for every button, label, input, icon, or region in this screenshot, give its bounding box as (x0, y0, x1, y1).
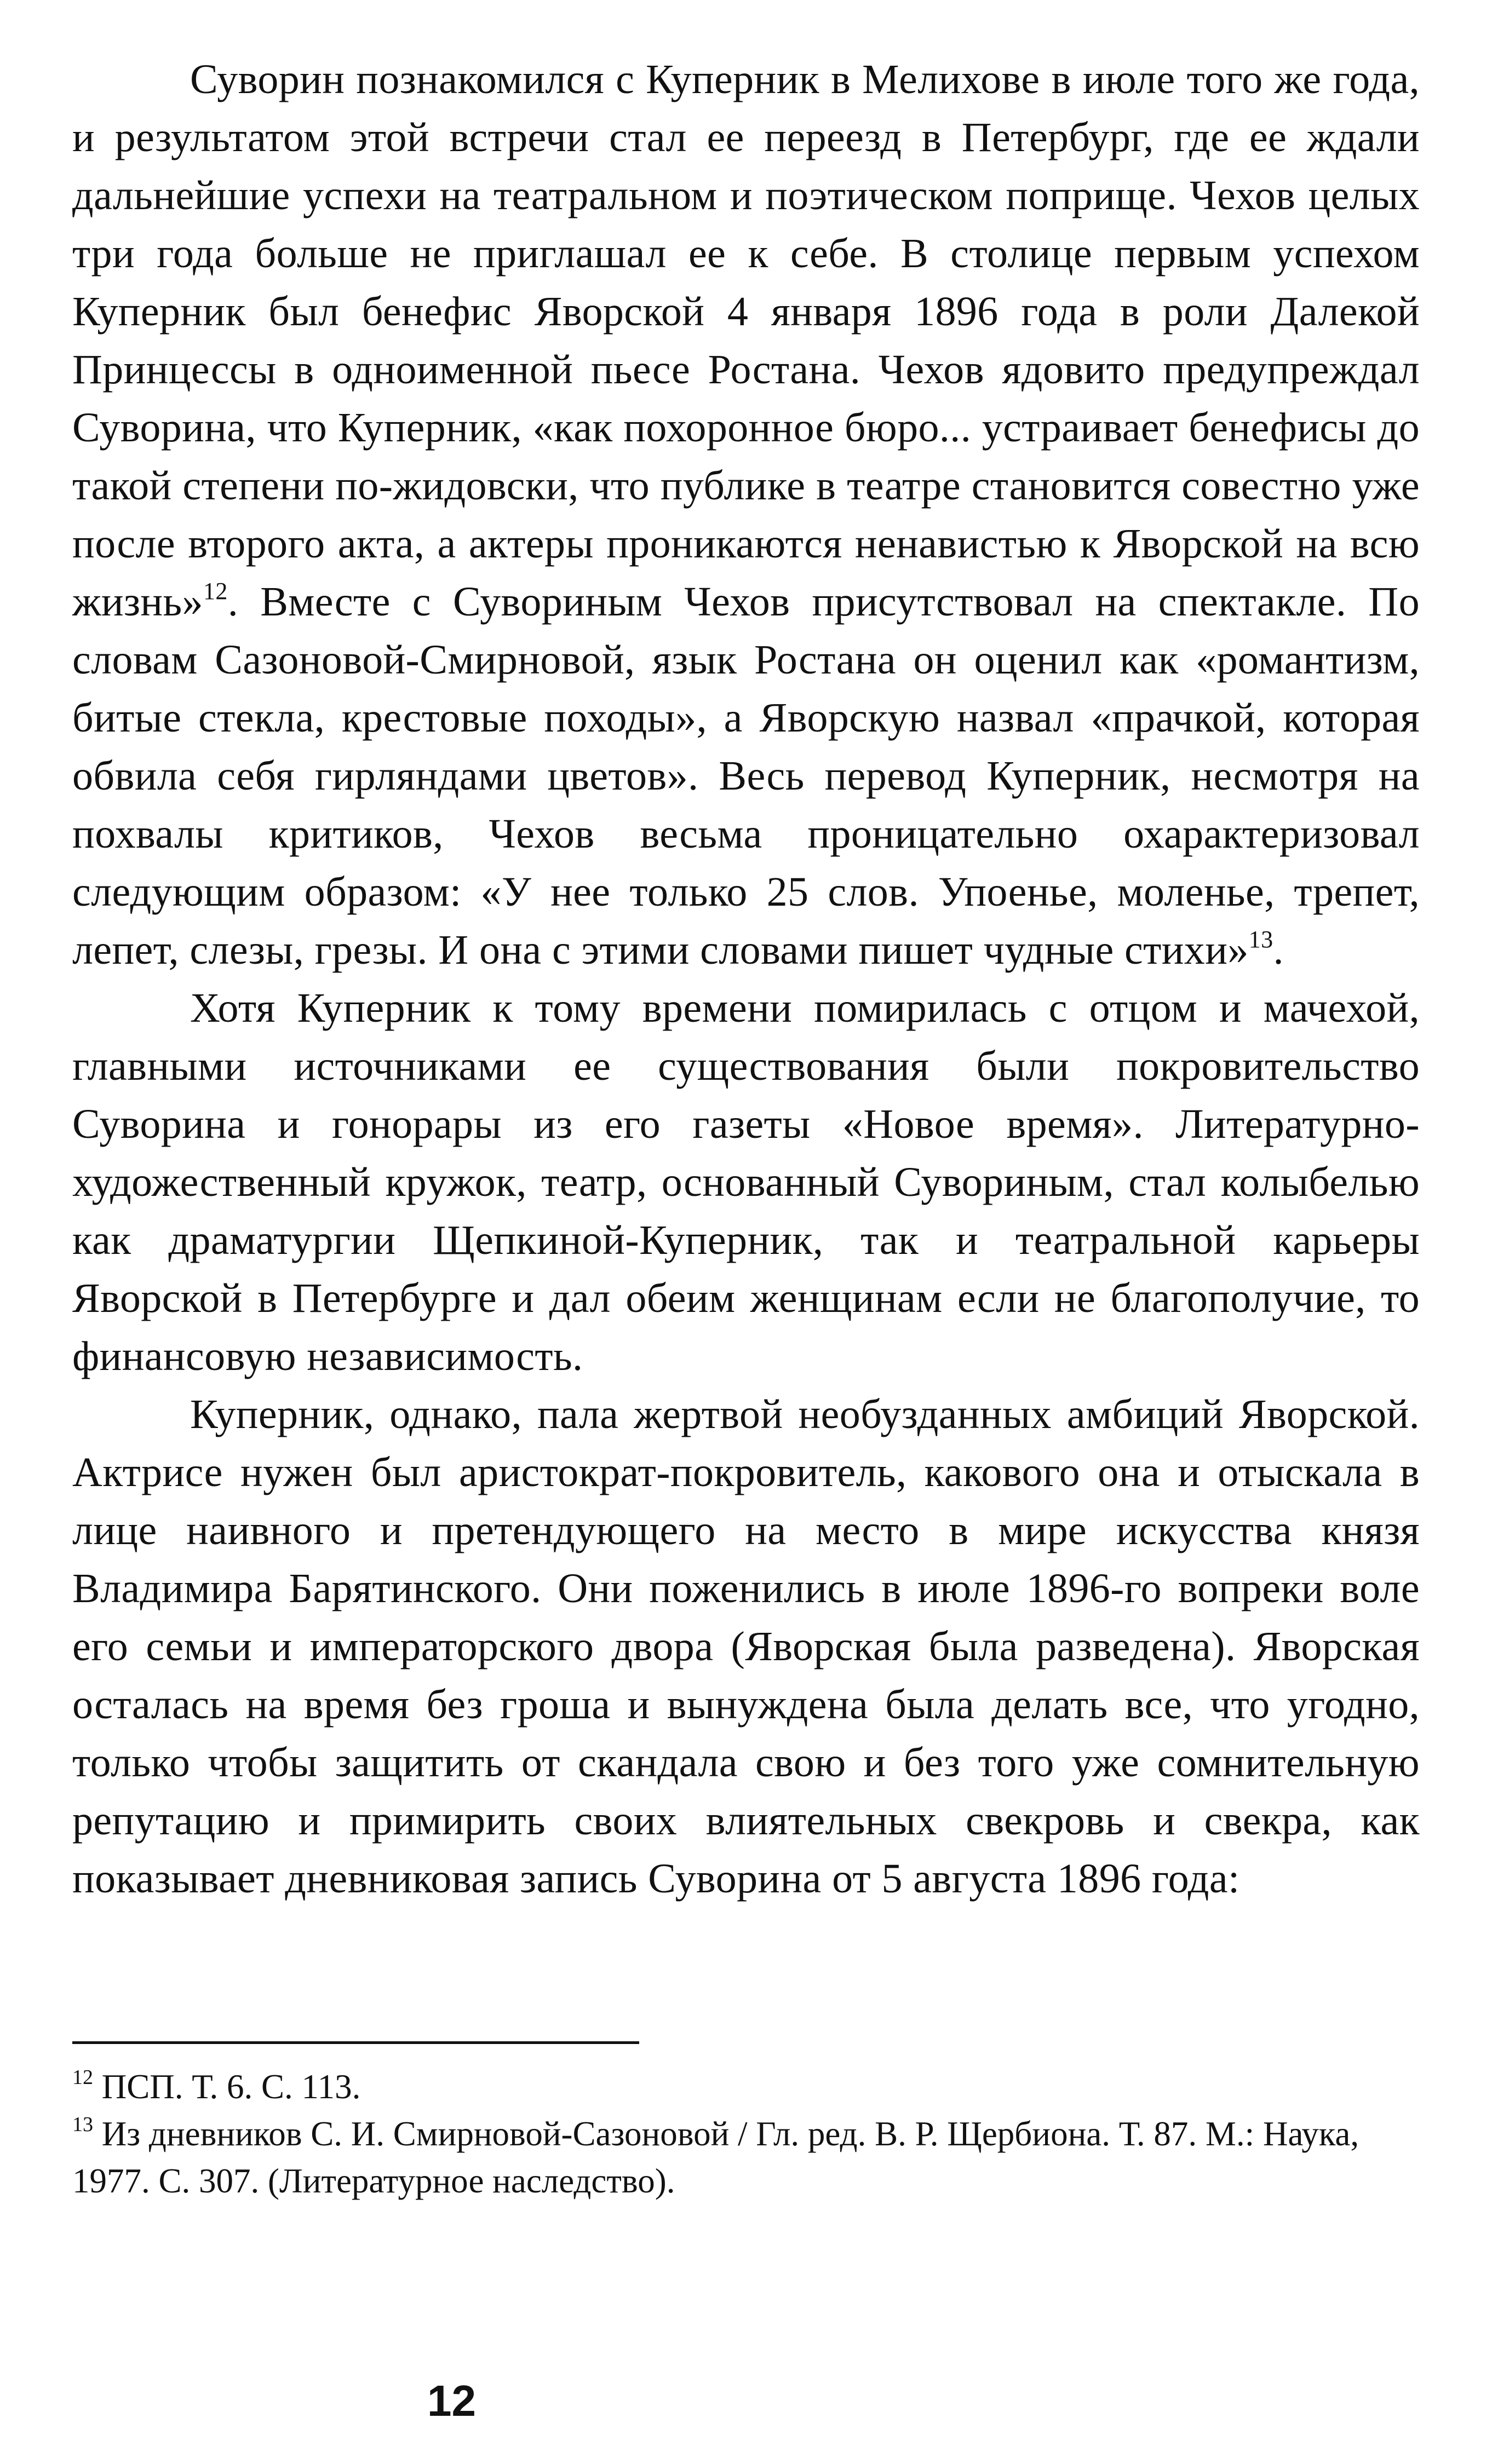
footnote-13 (72, 2110, 1420, 2204)
page-body (72, 50, 1420, 1908)
paragraph-1-part-2: . Вместе с Сувориным Чехов присутствовал на спектакле. По словам Сазоновой-Смирновой, язык Ростана он оценил как «романтизм, битые стекла, крестовые походы», а Яворскую назвал «прачкой, которая обвила себя гирляндами цветов». Весь перевод Куперник, несмотря на похвалы критиков, Чехов весьма проницательно охарактеризовал следующим образом: «У нее только 25 слов. Упоенье, моленье, трепет, лепет, слезы, грезы. И она с этими словами пишет чудные стихи» (72, 579, 1420, 973)
footnote-12 (72, 2063, 1420, 2110)
paragraph-1-part-1: Суворин познакомился с Куперник в Мелихове в июле того же года, и результатом этой встречи стал ее переезд в Петербург, где ее ждали дальнейшие успехи на театральном и поэтическом поприще. Чехов целых три года больше не приглашал ее к себе. В столице первым успехом Куперник был бенефис Яворской 4 января 1896 года в роли Далекой Принцессы в одноименной пьесе Ростана. Чехов ядовито предупреждал Суворина, что Куперник, «как похоронное бюро... устраивает бенефисы до такой степени по-жидовски, что публике в театре становится совестно уже после второго акта, а актеры проникаются ненавистью к Яворской на всю жизнь» (72, 56, 1420, 625)
footnotes (72, 2063, 1420, 2204)
footnote-mark-12: 12 (72, 2066, 93, 2089)
footnote-ref-13[interactable]: 13 (1248, 926, 1273, 953)
footnote-mark-13: 13 (72, 2113, 93, 2136)
footnote-ref-12[interactable]: 12 (203, 578, 228, 605)
paragraph-1 (72, 50, 1420, 979)
paragraph-2: Хотя Куперник к тому времени помирилась с отцом и мачехой, главными источниками ее существования были покровительство Суворина и гонорары из его газеты «Новое время». Литературно-художественный кружок, театр, основанный Сувориным, стал колыбелью как драматургии Щепкиной-Куперник, так и театральной карьеры Яворской в Петербурге и дал обеим женщинам если не благополучие, то финансовую независимость. (72, 985, 1420, 1379)
footnote-divider (72, 2041, 639, 2044)
paragraph-3: Куперник, однако, пала жертвой необузданных амбиций Яворской. Актрисе нужен был аристократ-покровитель, какового она и отыскала в лице наивного и претендующего на место в мире искусства князя Владимира Барятинского. Они поженились в июле 1896-го вопреки воле его семьи и императорского двора (Яворская была разведена). Яворская осталась на время без гроша и вынуждена была делать все, что угодно, только чтобы защитить от скандала свою и без того уже сомнительную репутацию и примирить своих влиятельных свекровь и свекра, как показывает дневниковая запись Суворина от 5 августа 1896 года: (72, 1391, 1420, 1902)
page-number: 12 (427, 2376, 476, 2425)
footnote-13-text: Из дневников С. И. Смирновой-Сазоновой / Гл. ред. В. Р. Щербиона. Т. 87. М.: Наука, 1977. С. 307. (Литературное наследство). (72, 2115, 1359, 2200)
paragraph-1-part-3: . (1273, 927, 1284, 973)
main-text (72, 50, 1420, 1908)
footnote-12-text: ПСП. Т. 6. С. 113. (101, 2068, 361, 2106)
